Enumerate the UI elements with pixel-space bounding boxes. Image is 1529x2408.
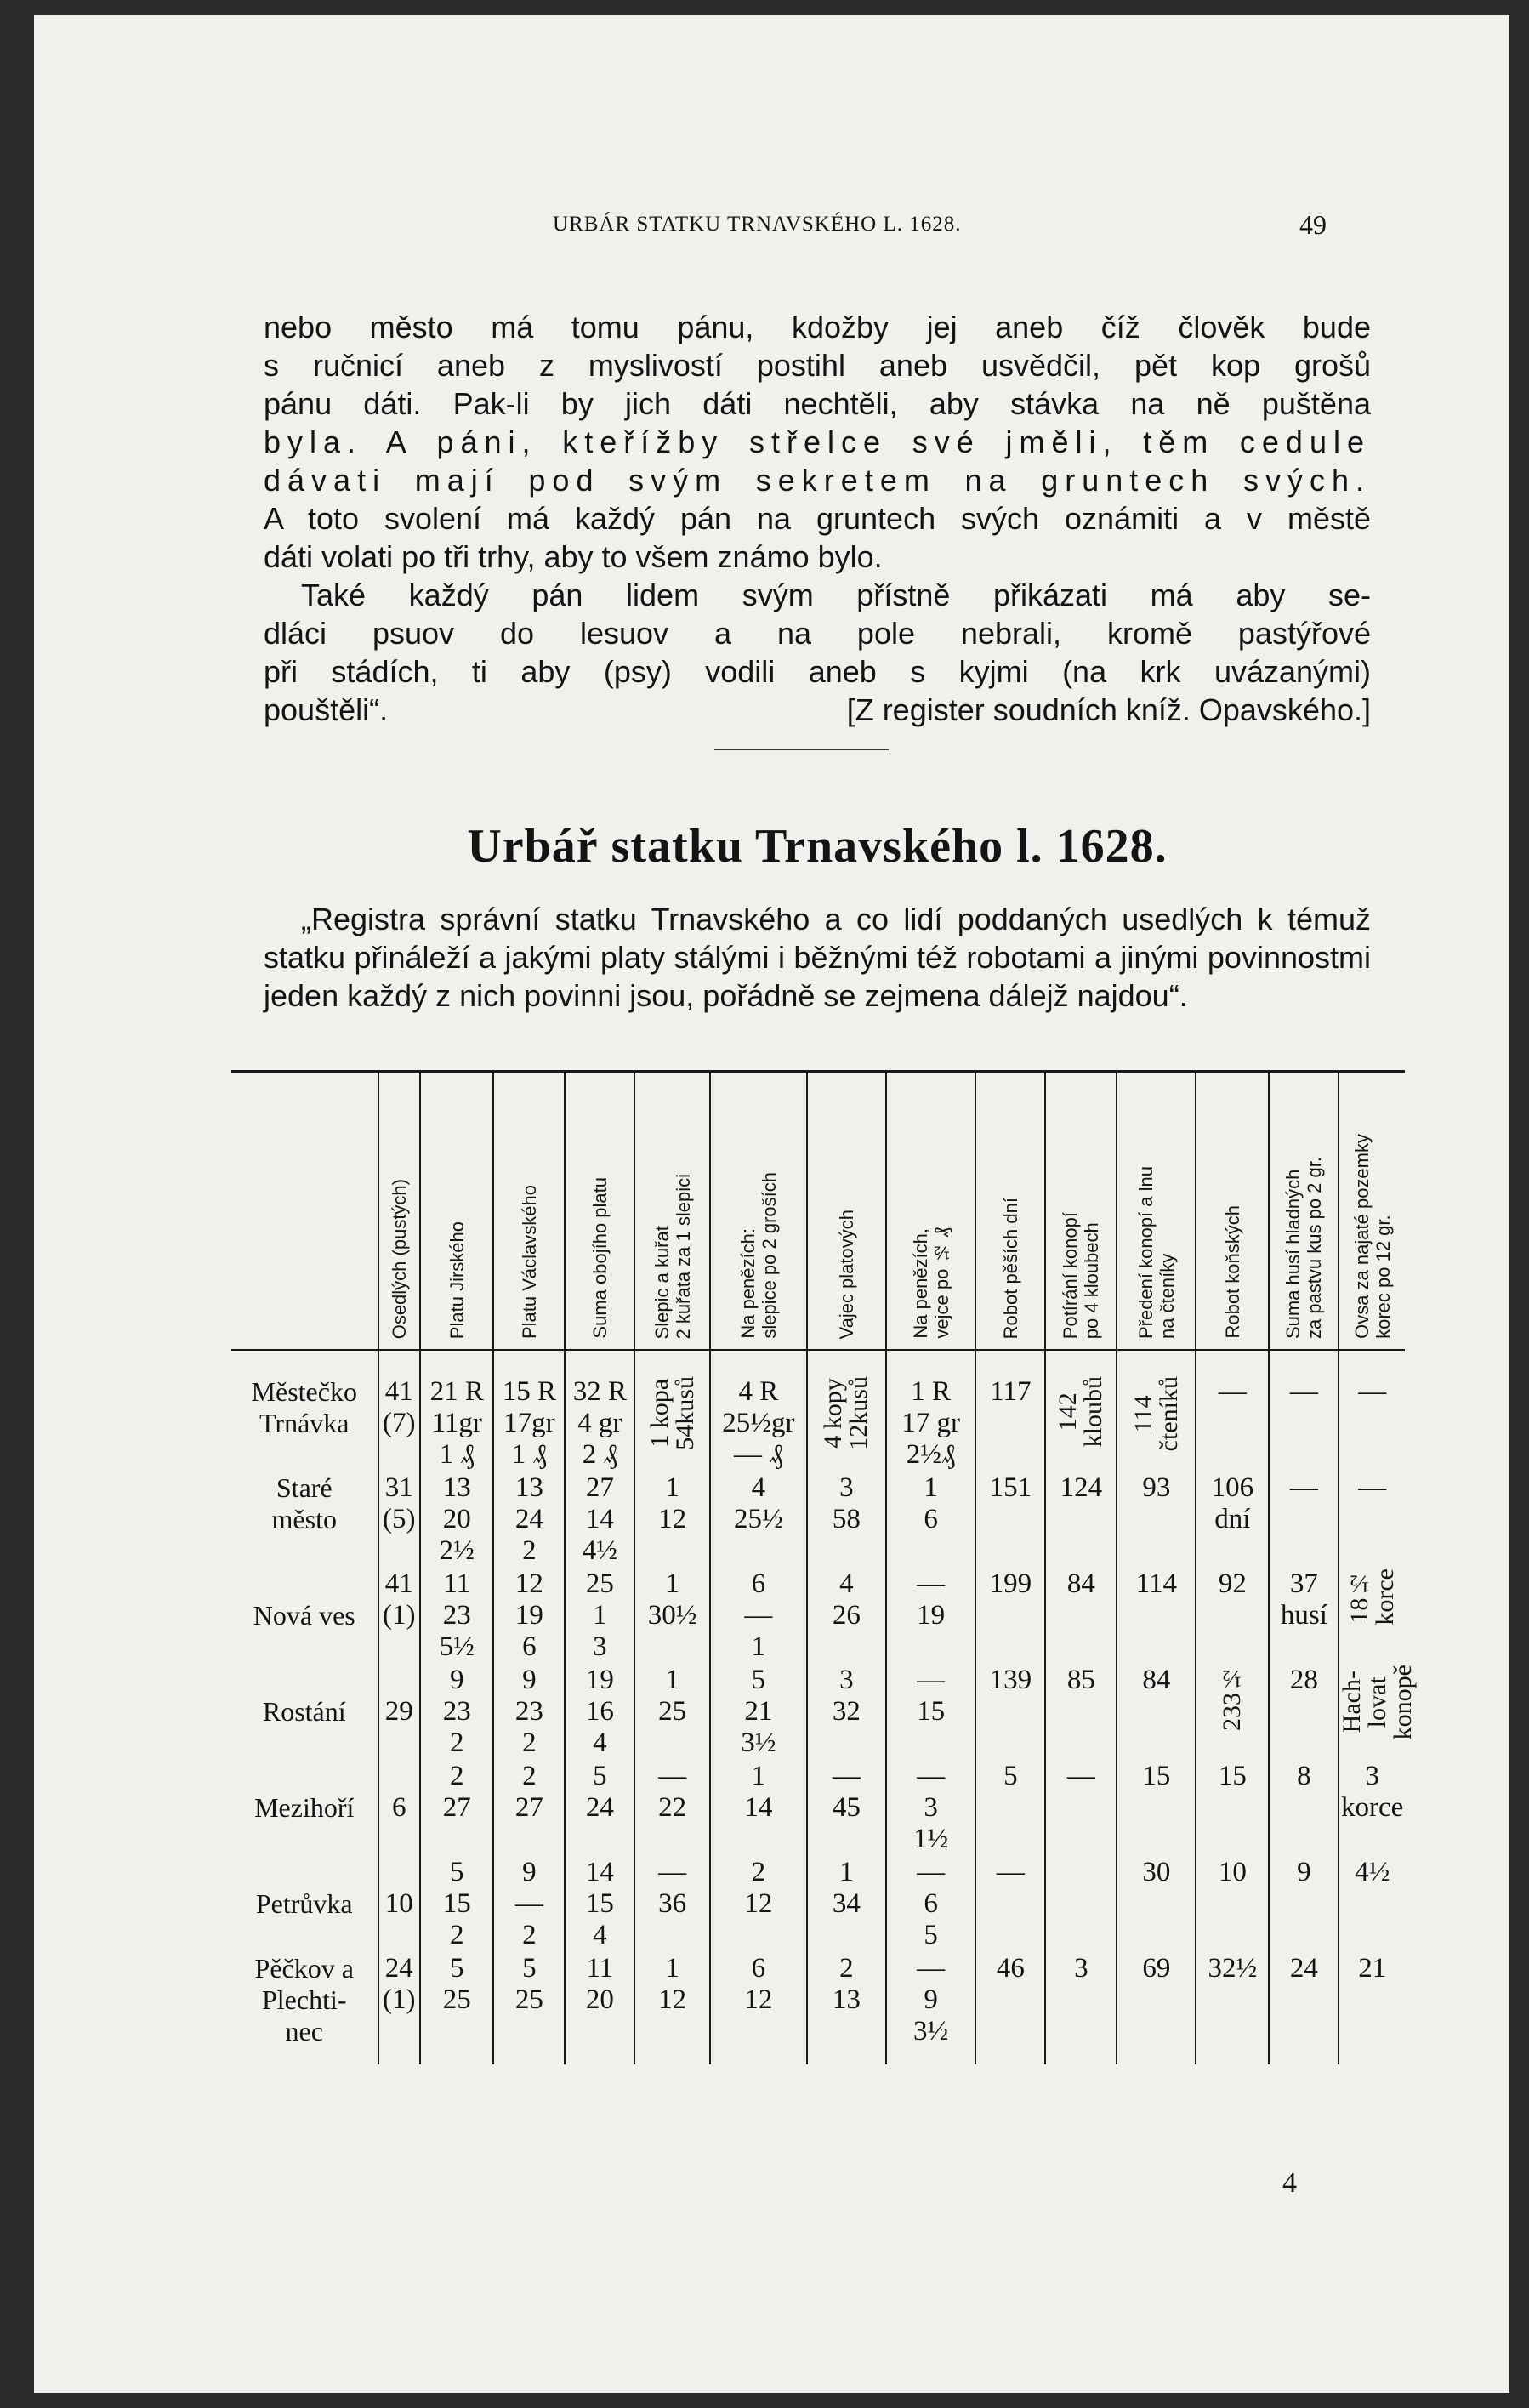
table-cell xyxy=(634,1350,709,1471)
cell-text: 106 dní xyxy=(1211,1472,1254,1534)
table-cell xyxy=(1339,1855,1405,1951)
table-cell xyxy=(807,1759,886,1855)
table-cell xyxy=(1196,1951,1269,2064)
cell-text: 4½ xyxy=(1355,1857,1390,1887)
cell-text: 10 xyxy=(384,1888,413,1919)
table-cell xyxy=(710,1471,807,1567)
table-cell xyxy=(807,1350,886,1471)
table-cell xyxy=(975,1759,1045,1855)
table-cell xyxy=(565,1471,634,1567)
table-cell xyxy=(1269,1471,1339,1567)
table-cell xyxy=(710,1759,807,1855)
table-cell xyxy=(1196,1350,1269,1471)
table-cell xyxy=(493,1759,565,1855)
table-header-row xyxy=(231,1072,1405,1351)
cell-text: 30 xyxy=(1142,1857,1171,1887)
table-cell xyxy=(1045,1951,1117,2064)
table-cell xyxy=(378,1663,421,1759)
table-cell xyxy=(378,1471,421,1567)
table-cell xyxy=(1045,1759,1117,1855)
cell-text: 5 15 2 xyxy=(442,1857,471,1950)
cell-text: — xyxy=(1289,1376,1318,1407)
table-cell xyxy=(634,1471,709,1567)
column-header xyxy=(975,1072,1045,1351)
cell-text: 117 xyxy=(990,1376,1032,1407)
text-line: dáti volati po tři trhy, aby to všem známo bylo. xyxy=(264,539,883,574)
cell-text: 1 25 xyxy=(658,1665,687,1727)
table-cell xyxy=(493,1350,565,1471)
table-cell xyxy=(1269,1951,1339,2064)
cell-text: 21 xyxy=(1358,1953,1387,1984)
urbar-table-wrapper xyxy=(231,1070,1418,2159)
cell-text: 24 xyxy=(1289,1953,1318,1984)
table-cell xyxy=(1196,1759,1269,1855)
book-page xyxy=(34,15,1509,2393)
table-cell xyxy=(565,1567,634,1663)
table-cell xyxy=(886,1350,976,1471)
table-cell xyxy=(975,1471,1045,1567)
column-header xyxy=(231,1072,378,1351)
cell-text: 3 58 xyxy=(832,1472,861,1534)
table-cell xyxy=(1117,1855,1196,1951)
cell-text: 46 xyxy=(996,1953,1025,1984)
table-cell xyxy=(1338,1663,1418,1759)
table-cell xyxy=(886,1855,976,1951)
cell-text: — xyxy=(1218,1376,1247,1407)
cell-text: 2 12 xyxy=(744,1857,773,1919)
table-row xyxy=(231,1855,1405,1951)
cell-text: 24 (1) xyxy=(383,1953,416,2015)
vertical-cell-text: 114 čteníků xyxy=(1128,1376,1183,1452)
table-cell xyxy=(1117,1663,1196,1759)
cell-text: 11 20 xyxy=(585,1953,614,2015)
cell-text: — 45 xyxy=(832,1761,861,1823)
column-header xyxy=(710,1072,807,1351)
column-header-label: Předení konopí a lnu na čteníky xyxy=(1134,1165,1178,1339)
table-cell xyxy=(1269,1350,1339,1471)
cell-text: 1 12 xyxy=(658,1472,687,1534)
table-cell xyxy=(565,1759,634,1855)
column-header-label: Robot koňských xyxy=(1221,1205,1243,1339)
place-name-cell xyxy=(231,1471,378,1567)
cell-text: — 36 xyxy=(658,1857,687,1919)
cell-text: 15 R 17gr 1 ₰ xyxy=(502,1376,557,1470)
column-header xyxy=(1339,1072,1405,1351)
table-cell xyxy=(807,1567,886,1663)
table-cell xyxy=(1045,1663,1117,1759)
table-cell xyxy=(634,1567,709,1663)
cell-text: 1 R 17 gr 2½₰ xyxy=(901,1376,960,1470)
text-line: pánu dáti. Pak-li by jich dáti nechtěli, aby stávka na ně puštěna xyxy=(264,386,1371,421)
table-cell xyxy=(1117,1350,1196,1471)
table-cell xyxy=(1339,1567,1405,1663)
table-cell xyxy=(420,1759,493,1855)
cell-text: 151 xyxy=(989,1472,1032,1503)
cell-text: 11 23 5½ xyxy=(439,1568,475,1662)
column-header-label: Suma husí hladných za pastvu kus po 2 gr. xyxy=(1282,1156,1326,1339)
urbar-table xyxy=(231,1070,1418,2064)
column-header-label: Ovsa za najaté pozemky korec po 12 gr. xyxy=(1350,1134,1394,1339)
table-cell xyxy=(634,1855,709,1951)
table-cell xyxy=(886,1471,976,1567)
cell-text: 1 6 xyxy=(924,1472,938,1534)
table-cell xyxy=(493,1471,565,1567)
text-line: s ručnicí aneb z myslivostí postihl aneb usvědčil, pět kop grošů xyxy=(264,348,1371,383)
table-cell xyxy=(378,1855,421,1951)
cell-text: — 3 1½ xyxy=(912,1761,949,1854)
table-cell xyxy=(1339,1350,1405,1471)
cell-text: 85 xyxy=(1066,1665,1095,1695)
cell-text: — 22 xyxy=(658,1761,687,1823)
cell-text: Rostání xyxy=(262,1696,346,1727)
table-cell xyxy=(378,1350,421,1471)
cell-text: 4 25½ xyxy=(734,1472,783,1534)
cell-text: 84 xyxy=(1066,1568,1095,1599)
place-name-cell xyxy=(231,1567,378,1663)
vertical-cell-text: 1 kopa 54kusů xyxy=(645,1376,699,1450)
cell-text: 10 xyxy=(1218,1857,1247,1887)
cell-text: 2 27 xyxy=(514,1761,543,1823)
cell-text: 69 xyxy=(1142,1953,1171,1984)
cell-text: 5 21 3½ xyxy=(741,1665,776,1758)
column-header-label: Osedlých (pustých) xyxy=(388,1178,410,1339)
table-cell xyxy=(420,1350,493,1471)
cell-text: 5 24 xyxy=(585,1761,614,1823)
section-divider xyxy=(714,749,889,750)
column-header xyxy=(565,1072,634,1351)
cell-text: — xyxy=(1358,1472,1387,1503)
page-number: 49 xyxy=(1299,209,1327,240)
cell-text: 32 R 4 gr 2 ₰ xyxy=(572,1376,628,1470)
table-cell xyxy=(565,1855,634,1951)
table-cell xyxy=(807,1855,886,1951)
vertical-cell-text: 233½ xyxy=(1218,1665,1247,1731)
table-cell xyxy=(975,1567,1045,1663)
running-title: URBÁR STATKU TRNAVSKÉHO L. 1628. xyxy=(553,213,962,236)
table-cell xyxy=(975,1350,1045,1471)
cell-text: 32½ xyxy=(1208,1953,1258,1984)
cell-text: 5 xyxy=(1003,1761,1018,1791)
table-cell xyxy=(565,1350,634,1471)
table-row xyxy=(231,1567,1405,1663)
text-line-spaced: byla. A páni, kteřížby střelce své jměli, těm cedule xyxy=(264,424,1371,459)
table-cell xyxy=(1196,1567,1269,1663)
column-header-label: Platu Jirského xyxy=(446,1221,468,1339)
table-cell xyxy=(1117,1951,1196,2064)
cell-text: 37 husí xyxy=(1280,1568,1327,1631)
text-line: dláci psuov do lesuov a na pole nebrali, kromě pastýřové xyxy=(264,616,1371,651)
cell-text: — 15 xyxy=(917,1665,946,1727)
table-cell xyxy=(1117,1567,1196,1663)
cell-text: 15 xyxy=(1142,1761,1171,1791)
table-cell xyxy=(1269,1567,1339,1663)
table-cell xyxy=(493,1855,565,1951)
table-row xyxy=(231,1350,1405,1471)
place-name-cell xyxy=(231,1951,378,2064)
table-cell xyxy=(1045,1350,1117,1471)
column-header-label: Robot pěších dní xyxy=(999,1197,1021,1339)
table-cell xyxy=(634,1951,709,2064)
column-header-label: Na penězích, vejce po ½ ₰ xyxy=(909,1227,952,1339)
cell-text: 27 14 4½ xyxy=(582,1472,618,1566)
table-cell xyxy=(710,1951,807,2064)
table-cell xyxy=(420,1951,493,2064)
cell-text: 4 R 25½gr — ₰ xyxy=(722,1376,795,1470)
cell-text: 199 xyxy=(989,1568,1032,1599)
cell-text: 9 — 2 xyxy=(514,1857,543,1950)
text-line-final xyxy=(264,691,1371,729)
vertical-cell-text: 4 kopy 12kusů xyxy=(819,1376,873,1450)
cell-text: 114 xyxy=(1135,1568,1177,1599)
cell-text: 9 23 2 xyxy=(442,1665,471,1758)
cell-text: 19 16 4 xyxy=(585,1665,614,1758)
place-name-cell xyxy=(231,1855,378,1951)
table-row xyxy=(231,1663,1405,1759)
vertical-cell-text: 142 kloubů xyxy=(1054,1376,1108,1448)
cell-text: 124 xyxy=(1060,1472,1103,1503)
table-cell xyxy=(634,1759,709,1855)
column-header-label: Platu Václavského xyxy=(518,1185,540,1339)
cell-text: 14 15 4 xyxy=(585,1857,614,1950)
column-header-label: Suma obojího platu xyxy=(588,1177,611,1339)
table-cell xyxy=(807,1663,886,1759)
table-cell xyxy=(378,1951,421,2064)
cell-text: 29 xyxy=(384,1696,413,1727)
cell-text: 84 xyxy=(1142,1665,1171,1695)
cell-text: 3 xyxy=(1074,1953,1088,1984)
table-cell xyxy=(1269,1759,1339,1855)
cell-text: — 6 5 xyxy=(917,1857,946,1950)
table-cell xyxy=(378,1567,421,1663)
table-cell xyxy=(1339,1759,1405,1855)
cell-text: 41 (7) xyxy=(383,1376,416,1438)
cell-text: 8 xyxy=(1297,1761,1311,1791)
text-line: Také každý pán lidem svým přístně přikázati má aby se- xyxy=(301,578,1371,612)
table-cell xyxy=(886,1663,976,1759)
cell-text: — 19 xyxy=(917,1568,946,1631)
cell-text: 1 12 xyxy=(658,1953,687,2015)
cell-text: Staré město xyxy=(271,1472,337,1534)
section-title: Urbář statku Trnavského l. 1628. xyxy=(467,820,1168,873)
text-line: při stádích, ti aby (psy) vodili aneb s kyjmi (na krk uvázanými) xyxy=(264,654,1371,689)
table-cell xyxy=(886,1567,976,1663)
column-header xyxy=(1117,1072,1196,1351)
table-cell xyxy=(710,1350,807,1471)
table-cell xyxy=(378,1759,421,1855)
cell-text: 139 xyxy=(989,1665,1032,1695)
table-cell xyxy=(565,1951,634,2064)
vertical-cell-text: Hach- lovat konopě xyxy=(1338,1665,1418,1740)
table-cell xyxy=(710,1855,807,1951)
cell-text: 12 19 6 xyxy=(514,1568,543,1662)
place-name-cell xyxy=(231,1759,378,1855)
table-cell xyxy=(710,1567,807,1663)
table-cell xyxy=(886,1759,976,1855)
table-cell xyxy=(1196,1471,1269,1567)
table-cell xyxy=(420,1855,493,1951)
table-cell xyxy=(1339,1951,1405,2064)
column-header-label: Slepic a kuřat 2 kuřata za 1 slepici xyxy=(651,1173,694,1339)
cell-text: 93 xyxy=(1142,1472,1171,1503)
column-header xyxy=(886,1072,976,1351)
table-cell xyxy=(420,1567,493,1663)
table-cell xyxy=(1196,1855,1269,1951)
cell-text: 92 xyxy=(1218,1568,1247,1599)
column-header xyxy=(634,1072,709,1351)
signature-mark: 4 xyxy=(1282,2167,1297,2199)
text-line: nebo město má tomu pánu, kdožby jej aneb číž člověk bude xyxy=(264,310,1371,344)
column-header xyxy=(378,1072,421,1351)
table-cell xyxy=(710,1663,807,1759)
cell-text: — xyxy=(1289,1472,1318,1503)
cell-text: Pěčkov a Plechti- nec xyxy=(254,1953,354,2047)
column-header-label: Potírání konopí po 4 kloubech xyxy=(1060,1211,1103,1339)
table-cell xyxy=(493,1663,565,1759)
table-cell xyxy=(1269,1855,1339,1951)
table-cell xyxy=(1117,1759,1196,1855)
column-header-label: Vajec platových xyxy=(835,1209,857,1339)
place-name-cell xyxy=(231,1350,378,1471)
table-row xyxy=(231,1471,1405,1567)
cell-text: 5 25 xyxy=(442,1953,471,2015)
cell-text: 6 xyxy=(392,1792,406,1823)
table-cell xyxy=(1045,1567,1117,1663)
cell-text: — xyxy=(1358,1376,1387,1407)
cell-text: — xyxy=(996,1857,1025,1887)
table-cell xyxy=(975,1663,1045,1759)
table-cell xyxy=(1269,1663,1339,1759)
table-cell xyxy=(807,1951,886,2064)
intro-paragraph: „Registra správní statku Trnavského a co lidí poddaných usedlých k témuž statku přináleží a jakými platy stálými i běžnými též robotami a jinými povinnostmi jeden každý z nich povinni jsou, pořádně se zejmena dálejž najdou“. xyxy=(264,902,1371,1013)
table-body xyxy=(231,1350,1418,2064)
cell-text: 9 xyxy=(1297,1857,1311,1887)
table-cell xyxy=(807,1471,886,1567)
text-line-end: pouštěli“. xyxy=(264,692,389,727)
column-header-label: Na penězích: slepice po 2 groších xyxy=(736,1172,780,1339)
cell-text: Městečko Trnávka xyxy=(251,1376,357,1438)
column-header xyxy=(1269,1072,1339,1351)
column-header xyxy=(1196,1072,1269,1351)
section-intro xyxy=(264,900,1371,1015)
table-cell xyxy=(420,1471,493,1567)
cell-text: 21 R 11gr 1 ₰ xyxy=(429,1376,484,1470)
column-header xyxy=(1045,1072,1117,1351)
table-cell xyxy=(420,1663,493,1759)
cell-text: 31 (5) xyxy=(383,1472,416,1534)
table-cell xyxy=(1339,1471,1405,1567)
table-cell xyxy=(1117,1471,1196,1567)
cell-text: 2 27 xyxy=(442,1761,471,1823)
cell-text: 13 20 2½ xyxy=(439,1472,475,1566)
cell-text: 1 30½ xyxy=(647,1568,697,1631)
cell-text: Mezihoří xyxy=(254,1792,355,1823)
cell-text: 9 23 2 xyxy=(514,1665,543,1758)
source-citation: [Z register soudních kníž. Opavského.] xyxy=(846,692,1371,727)
cell-text: 1 14 xyxy=(744,1761,773,1823)
table-cell xyxy=(493,1567,565,1663)
text-line: A toto svolení má každý pán na gruntech svých oznámiti a v městě xyxy=(264,501,1371,536)
cell-text: — xyxy=(1066,1761,1095,1791)
cell-text: 2 13 xyxy=(832,1953,861,2015)
text-line-spaced: dávati mají pod svým sekretem na gruntech svých. xyxy=(264,463,1371,498)
table-cell xyxy=(1196,1663,1269,1759)
column-header xyxy=(493,1072,565,1351)
column-header xyxy=(807,1072,886,1351)
body-text xyxy=(264,308,1371,729)
cell-text: 6 — 1 xyxy=(744,1568,773,1662)
cell-text: 3 korce xyxy=(1341,1761,1404,1823)
table-cell xyxy=(634,1663,709,1759)
vertical-cell-text: 18½ korce xyxy=(1344,1568,1399,1625)
table-cell xyxy=(975,1855,1045,1951)
table-cell xyxy=(1045,1471,1117,1567)
table-cell xyxy=(886,1951,976,2064)
cell-text: 1 34 xyxy=(832,1857,861,1919)
cell-text: — 9 3½ xyxy=(912,1953,949,2047)
table-cell xyxy=(1045,1855,1117,1951)
table-row xyxy=(231,1759,1405,1855)
cell-text: 25 1 3 xyxy=(585,1568,614,1662)
cell-text: 15 xyxy=(1218,1761,1247,1791)
cell-text: 3 32 xyxy=(832,1665,861,1727)
place-name-cell xyxy=(231,1663,378,1759)
cell-text: Nová ves xyxy=(253,1600,355,1631)
cell-text: 41 (1) xyxy=(383,1568,416,1631)
table-cell xyxy=(493,1951,565,2064)
cell-text: 6 12 xyxy=(744,1953,773,2015)
cell-text: 28 xyxy=(1289,1665,1318,1695)
column-header xyxy=(420,1072,493,1351)
table-row xyxy=(231,1951,1405,2064)
table-cell xyxy=(975,1951,1045,2064)
cell-text: 4 26 xyxy=(832,1568,861,1631)
cell-text: 13 24 2 xyxy=(514,1472,543,1566)
cell-text: Petrůvka xyxy=(255,1888,353,1919)
table-cell xyxy=(565,1663,634,1759)
cell-text: 5 25 xyxy=(514,1953,543,2015)
